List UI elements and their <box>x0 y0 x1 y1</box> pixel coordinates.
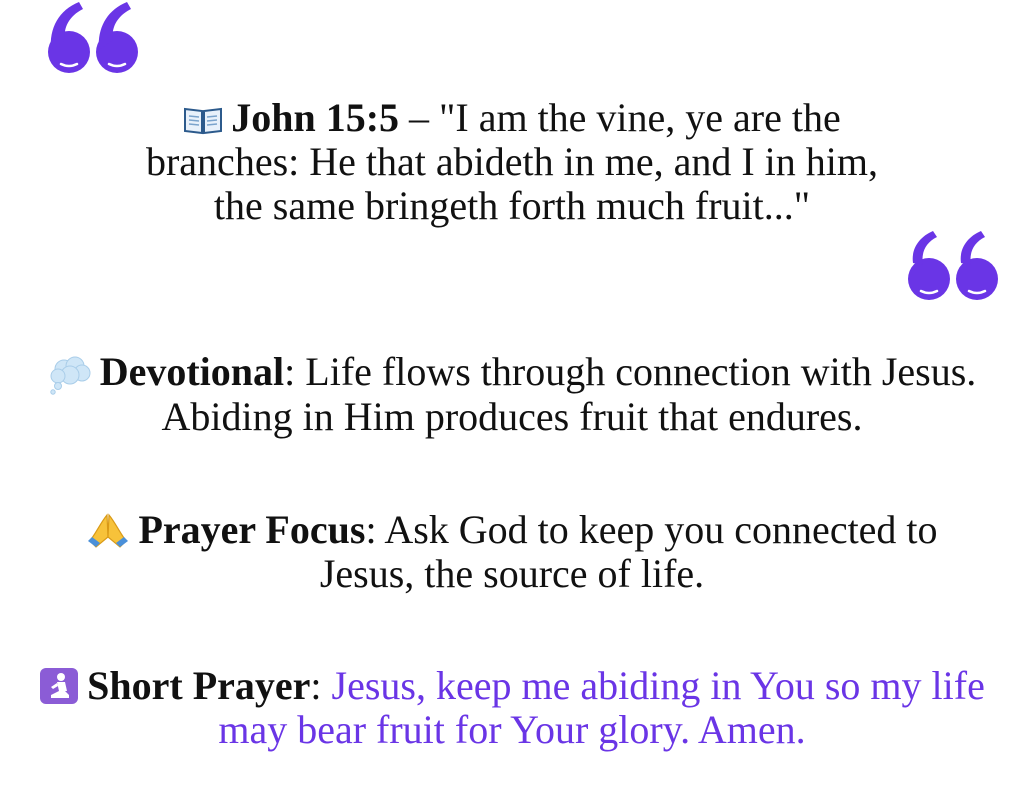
prayer-focus-line-2: Jesus, the source of life. <box>319 551 705 596</box>
verse-block <box>0 96 1024 228</box>
prayer-focus-block <box>0 508 1024 596</box>
prayer-focus-text-1: : Ask God to keep you connected to <box>365 507 938 552</box>
verse-text-1: – "I am the vine, ye are the <box>399 95 841 140</box>
verse-reference: John 15:5 <box>231 95 400 140</box>
place-of-worship-icon <box>39 667 79 705</box>
open-book-icon <box>183 105 223 135</box>
short-prayer-label: Short Prayer <box>87 663 311 708</box>
short-prayer-block <box>0 664 1024 752</box>
open-quote-icon <box>45 0 145 80</box>
verse-line-1 <box>0 96 1024 140</box>
devotional-text-1: : Life flows through connection with Jesus. <box>284 349 977 394</box>
short-prayer-line-2: may bear fruit for Your glory. Amen. <box>218 707 806 752</box>
devotional-block <box>0 350 1024 439</box>
devotional-line-1 <box>0 350 1024 395</box>
short-prayer-text-1: Jesus, keep me abiding in You so my life <box>331 663 985 708</box>
verse-line-2: branches: He that abideth in me, and I in him, <box>145 139 878 184</box>
thought-bubble-icon <box>48 355 92 395</box>
praying-hands-icon <box>86 511 130 549</box>
devotional-line-2: Abiding in Him produces fruit that endures. <box>161 394 863 439</box>
short-prayer-colon: : <box>310 663 332 708</box>
devotional-label: Devotional <box>99 349 285 394</box>
close-quote-icon <box>905 225 1005 305</box>
prayer-focus-label: Prayer Focus <box>138 507 366 552</box>
verse-line-3: the same bringeth forth much fruit..." <box>213 183 811 228</box>
short-prayer-line-1 <box>0 664 1024 708</box>
prayer-focus-line-1 <box>0 508 1024 552</box>
